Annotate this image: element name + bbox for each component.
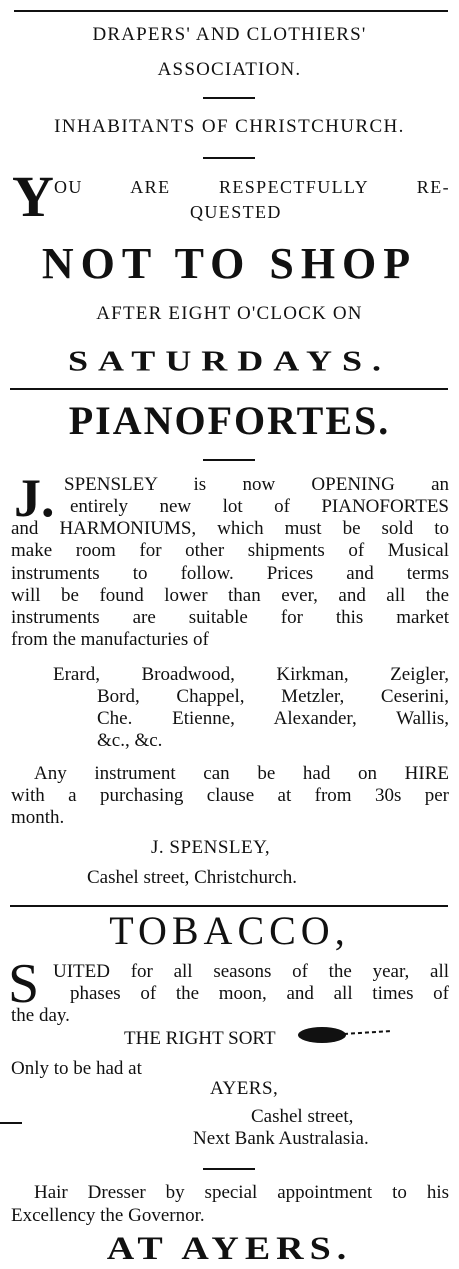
signer: J. SPENSLEY, [151, 837, 271, 858]
maker-line-3: Che. Etienne, Alexander, Wallis, [97, 708, 449, 729]
drapers-heading-line2: ASSOCIATION. [157, 59, 302, 80]
maker-line-2: Bord, Chappel, Metzler, Ceserini, [97, 686, 449, 707]
pianofortes-title: PIANOFORTES. [68, 398, 391, 443]
piano-line-2: entirely new lot of PIANOFORTES [70, 496, 449, 517]
hair-line-1: Hair Dresser by special appointment to his [34, 1182, 449, 1203]
ayers-street: Cashel street, [251, 1106, 354, 1127]
only-to-be-had: Only to be had at [11, 1058, 142, 1079]
not-to-shop: NOT TO SHOP [41, 239, 418, 288]
margin-mark [0, 1122, 22, 1124]
piano-line-3: and HARMONIUMS, which must be sold to [11, 518, 449, 539]
hire-line-3: month. [11, 807, 65, 828]
ink-blot-icon [296, 1020, 406, 1050]
inhabitants-line: INHABITANTS OF CHRISTCHURCH. [54, 116, 405, 137]
maker-line-1: Erard, Broadwood, Kirkman, Zeigler, [53, 664, 449, 685]
divider [203, 459, 255, 461]
section-rule [10, 905, 448, 907]
divider [203, 97, 255, 99]
piano-line-1: SPENSLEY is now OPENING an [64, 474, 449, 495]
section-rule [10, 388, 448, 390]
ayers-name: AYERS, [210, 1078, 279, 1099]
divider [203, 1168, 255, 1170]
right-sort: THE RIGHT SORT [124, 1028, 276, 1049]
dropcap-y: Y [12, 164, 54, 229]
piano-line-6: will be found lower than ever, and all the [11, 585, 449, 606]
piano-line-8: from the manufacturies of [11, 629, 209, 650]
tobacco-title: TOBACCO, [109, 908, 350, 953]
divider [203, 157, 255, 159]
request-line1: OU ARE RESPECTFULLY RE- [54, 177, 450, 197]
maker-line-4: &c., &c. [97, 730, 163, 751]
hair-line-2: Excellency the Governor. [11, 1205, 205, 1226]
piano-address: Cashel street, Christchurch. [87, 867, 298, 888]
piano-line-7: instruments are suitable for this market [11, 607, 449, 628]
hire-line-2: with a purchasing clause at from 30s per [11, 785, 449, 806]
piano-line-5: instruments to follow. Prices and terms [11, 563, 449, 584]
tobacco-line-3: the day. [11, 1005, 70, 1026]
saturdays: SATURDAYS. [67, 345, 392, 377]
dropcap-s: S [8, 953, 40, 1015]
tobacco-line-1: UITED for all seasons of the year, all [53, 961, 449, 982]
dropcap-j: J. [14, 468, 55, 528]
piano-line-4: make room for other shipments of Musical [11, 540, 449, 561]
hire-line-1: Any instrument can be had on HIRE [34, 763, 449, 784]
top-rule [14, 10, 448, 12]
tobacco-line-2: phases of the moon, and all times of [70, 983, 449, 1004]
next-bank: Next Bank Australasia. [193, 1128, 369, 1149]
after-eight-line: AFTER EIGHT O'CLOCK ON [96, 303, 363, 324]
drapers-heading-line1: DRAPERS' AND CLOTHIERS' [92, 24, 367, 45]
at-ayers: AT AYERS. [106, 1231, 353, 1267]
request-line2: QUESTED [190, 202, 282, 222]
